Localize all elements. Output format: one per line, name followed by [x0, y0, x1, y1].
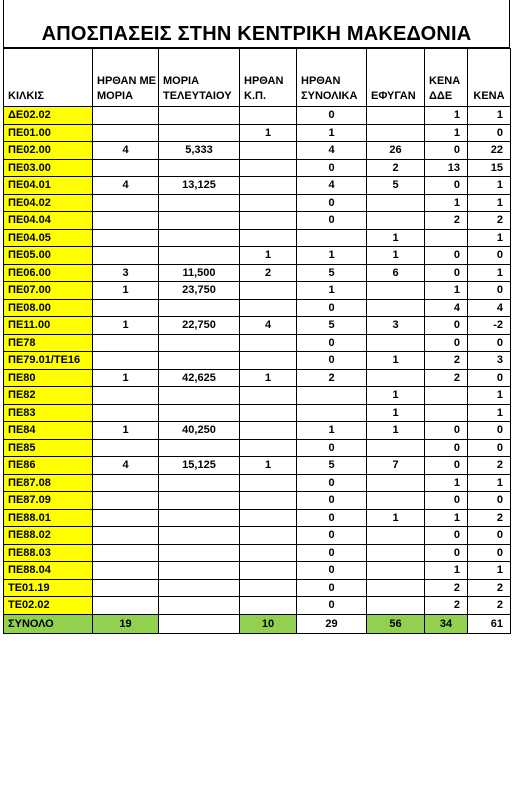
table-cell: 0 [425, 177, 468, 195]
table-cell: 2 [468, 579, 511, 597]
table-cell: 0 [297, 439, 367, 457]
title-cell [3, 0, 510, 48]
row-label-cell: ΠΕ06.00 [4, 264, 93, 282]
row-label-cell: ΠΕ88.01 [4, 509, 93, 527]
table-cell [240, 562, 297, 580]
table-cell [367, 439, 425, 457]
table-cell: 2 [468, 212, 511, 230]
table-cell: 0 [468, 527, 511, 545]
table-cell: 1 [468, 474, 511, 492]
table-cell: 1 [425, 194, 468, 212]
table-cell: 15,125 [159, 457, 240, 475]
table-cell [240, 282, 297, 300]
column-header: ΚΕΝΑ ΔΔΕ [425, 49, 468, 107]
row-label-cell: ΠΕ84 [4, 422, 93, 440]
row-label-cell: ΠΕ78 [4, 334, 93, 352]
table-cell: 1 [425, 124, 468, 142]
table-cell: 0 [297, 544, 367, 562]
table-cell [93, 597, 159, 615]
table-cell [367, 579, 425, 597]
table-cell [240, 404, 297, 422]
table-cell: 0 [425, 422, 468, 440]
table-cell [93, 352, 159, 370]
row-label-cell: ΠΕ04.02 [4, 194, 93, 212]
table-cell: 5 [297, 264, 367, 282]
table-cell: 1 [240, 369, 297, 387]
table-cell: 0 [297, 579, 367, 597]
table-cell: 1 [367, 229, 425, 247]
table-cell [93, 159, 159, 177]
table-cell [367, 282, 425, 300]
table-cell: 0 [425, 527, 468, 545]
table-cell [159, 562, 240, 580]
table-cell [240, 509, 297, 527]
column-header: ΗΡΘΑΝ ΜΕ ΜΟΡΙΑ [93, 49, 159, 107]
table-cell: 0 [297, 562, 367, 580]
table-cell [297, 229, 367, 247]
table-cell: 2 [468, 457, 511, 475]
table-row [4, 527, 511, 545]
table-cell [425, 229, 468, 247]
table-cell [159, 229, 240, 247]
total-cell: 56 [367, 614, 425, 633]
row-label-cell: ΠΕ87.09 [4, 492, 93, 510]
table-cell [240, 107, 297, 125]
row-label-cell: ΠΕ88.02 [4, 527, 93, 545]
table-cell [240, 527, 297, 545]
table-cell: 0 [468, 544, 511, 562]
table-cell [93, 124, 159, 142]
page-title: ΑΠΟΣΠΑΣΕΙΣ ΣΤΗΝ ΚΕΝΤΡΙΚΗ ΜΑΚΕΔΟΝΙΑ [41, 23, 472, 45]
table-cell [93, 544, 159, 562]
table-cell [240, 142, 297, 160]
table-row [4, 107, 511, 125]
table-cell [240, 544, 297, 562]
table-row [4, 579, 511, 597]
table-cell: 2 [297, 369, 367, 387]
table-cell: 0 [297, 334, 367, 352]
table-cell: 1 [367, 247, 425, 265]
table-row [4, 317, 511, 335]
table-cell: 4 [297, 142, 367, 160]
table-row [4, 264, 511, 282]
table-cell: 1 [93, 369, 159, 387]
table-cell [93, 247, 159, 265]
table-cell: 1 [93, 282, 159, 300]
table-cell [240, 422, 297, 440]
table-cell [425, 387, 468, 405]
row-label-cell: ΤΕ02.02 [4, 597, 93, 615]
table-cell [367, 107, 425, 125]
table-cell: 4 [93, 142, 159, 160]
row-label-cell: ΠΕ88.03 [4, 544, 93, 562]
table-cell [240, 439, 297, 457]
table-cell: 4 [297, 177, 367, 195]
total-cell: 10 [240, 614, 297, 633]
table-cell [240, 474, 297, 492]
table-cell: 0 [297, 107, 367, 125]
row-label-cell: ΠΕ79.01/ΤΕ16 [4, 352, 93, 370]
row-label-cell: ΤΕ01.19 [4, 579, 93, 597]
table-cell: 40,250 [159, 422, 240, 440]
table-cell: 2 [468, 509, 511, 527]
table-cell: 22 [468, 142, 511, 160]
row-label-cell: ΠΕ05.00 [4, 247, 93, 265]
table-row [4, 194, 511, 212]
total-cell [159, 614, 240, 633]
table-cell: 2 [425, 352, 468, 370]
table-cell [367, 597, 425, 615]
table-cell [240, 387, 297, 405]
table-cell [93, 387, 159, 405]
table-cell: 5 [367, 177, 425, 195]
table-cell: 1 [297, 282, 367, 300]
total-row [4, 614, 511, 633]
table-row [4, 474, 511, 492]
table-cell: 4 [468, 299, 511, 317]
table-cell [93, 492, 159, 510]
table-row [4, 457, 511, 475]
table-cell [367, 562, 425, 580]
table-cell [297, 387, 367, 405]
table-row [4, 597, 511, 615]
table-cell: 1 [468, 264, 511, 282]
table-cell [93, 229, 159, 247]
table-cell: 23,750 [159, 282, 240, 300]
column-header: ΗΡΘΑΝ Κ.Π. [240, 49, 297, 107]
table-cell [159, 159, 240, 177]
table-cell [240, 229, 297, 247]
table-row [4, 299, 511, 317]
table-cell [93, 194, 159, 212]
table-cell: 3 [93, 264, 159, 282]
table-cell [93, 212, 159, 230]
table-cell: 0 [468, 282, 511, 300]
table-cell: 1 [367, 509, 425, 527]
table-row [4, 142, 511, 160]
table-row [4, 229, 511, 247]
table-cell [93, 474, 159, 492]
table-row [4, 334, 511, 352]
row-label-cell: ΠΕ87.08 [4, 474, 93, 492]
table-cell [159, 194, 240, 212]
table-cell: 5,333 [159, 142, 240, 160]
table-cell [93, 562, 159, 580]
table-cell [240, 352, 297, 370]
table-cell: 1 [240, 247, 297, 265]
table-cell [159, 544, 240, 562]
row-label-cell: ΠΕ04.04 [4, 212, 93, 230]
table-row [4, 492, 511, 510]
table-body [4, 107, 511, 634]
total-cell: 29 [297, 614, 367, 633]
table-cell: 4 [425, 299, 468, 317]
table-cell [159, 404, 240, 422]
total-cell: 61 [468, 614, 511, 633]
table-cell: 1 [425, 107, 468, 125]
row-label-cell: ΠΕ01.00 [4, 124, 93, 142]
table-cell: 1 [468, 177, 511, 195]
table-cell [367, 527, 425, 545]
table-cell [367, 124, 425, 142]
table-row [4, 212, 511, 230]
table-row [4, 544, 511, 562]
row-label-cell: ΠΕ86 [4, 457, 93, 475]
table-cell [240, 177, 297, 195]
table-cell [159, 492, 240, 510]
table-cell [425, 404, 468, 422]
table-cell [240, 334, 297, 352]
table-cell [93, 404, 159, 422]
table-cell: 4 [93, 457, 159, 475]
table-cell: 0 [425, 247, 468, 265]
table-cell: 0 [425, 439, 468, 457]
table-cell [367, 474, 425, 492]
table-cell [240, 159, 297, 177]
table-cell: 0 [468, 247, 511, 265]
table-cell [367, 544, 425, 562]
table-row [4, 369, 511, 387]
table-cell: 7 [367, 457, 425, 475]
table-cell: 1 [297, 124, 367, 142]
table-cell: 5 [297, 317, 367, 335]
table-cell [367, 334, 425, 352]
table-cell [93, 439, 159, 457]
row-label-cell: ΠΕ11.00 [4, 317, 93, 335]
table-cell: 2 [425, 212, 468, 230]
total-label-cell: ΣΥΝΟΛΟ [4, 614, 93, 633]
table-cell: 0 [297, 212, 367, 230]
table-cell: 1 [93, 317, 159, 335]
table-cell [159, 107, 240, 125]
table-cell: 4 [240, 317, 297, 335]
table-cell [159, 474, 240, 492]
table-cell: 1 [468, 387, 511, 405]
table-cell: 1 [468, 404, 511, 422]
table-cell [159, 579, 240, 597]
table-cell: 11,500 [159, 264, 240, 282]
table-cell: 2 [425, 369, 468, 387]
table-cell: 0 [425, 492, 468, 510]
row-label-cell: ΠΕ04.05 [4, 229, 93, 247]
table-cell: 0 [468, 369, 511, 387]
table-cell: 0 [468, 492, 511, 510]
table-cell [367, 194, 425, 212]
table-row [4, 159, 511, 177]
table-cell [159, 527, 240, 545]
table-cell: 2 [240, 264, 297, 282]
table-cell: 1 [297, 247, 367, 265]
table-cell: 13,125 [159, 177, 240, 195]
table-cell [159, 387, 240, 405]
table-cell [159, 124, 240, 142]
table-cell [93, 334, 159, 352]
table-cell: 2 [468, 597, 511, 615]
table-row [4, 404, 511, 422]
table-cell [159, 299, 240, 317]
row-label-cell: ΠΕ83 [4, 404, 93, 422]
row-label-cell: ΠΕ80 [4, 369, 93, 387]
table-cell: 0 [297, 352, 367, 370]
table-cell: 5 [297, 457, 367, 475]
table-cell: 0 [425, 457, 468, 475]
table-row [4, 247, 511, 265]
table-cell: 0 [297, 159, 367, 177]
spreadsheet [3, 0, 510, 634]
table-cell [159, 247, 240, 265]
table-cell: 0 [297, 527, 367, 545]
table-row [4, 422, 511, 440]
table-cell [93, 107, 159, 125]
table-cell: 15 [468, 159, 511, 177]
table-cell: 3 [367, 317, 425, 335]
row-label-cell: ΠΕ85 [4, 439, 93, 457]
table-cell: 6 [367, 264, 425, 282]
table-cell [240, 194, 297, 212]
table-cell [240, 579, 297, 597]
table-cell [159, 597, 240, 615]
table-cell: 0 [468, 422, 511, 440]
total-cell: 34 [425, 614, 468, 633]
data-table [3, 48, 511, 634]
table-cell: 0 [297, 299, 367, 317]
table-cell: -2 [468, 317, 511, 335]
table-cell: 1 [367, 352, 425, 370]
table-cell [367, 492, 425, 510]
table-cell: 1 [367, 422, 425, 440]
row-label-cell: ΠΕ07.00 [4, 282, 93, 300]
table-cell [240, 597, 297, 615]
table-cell: 0 [297, 597, 367, 615]
table-cell: 3 [468, 352, 511, 370]
table-cell: 1 [468, 229, 511, 247]
table-cell [240, 492, 297, 510]
table-row [4, 124, 511, 142]
table-cell [297, 404, 367, 422]
table-cell: 0 [468, 124, 511, 142]
table-cell: 0 [297, 194, 367, 212]
table-row [4, 562, 511, 580]
row-label-cell: ΠΕ08.00 [4, 299, 93, 317]
table-cell: 1 [93, 422, 159, 440]
table-cell: 2 [367, 159, 425, 177]
table-cell: 1 [367, 387, 425, 405]
table-cell: 0 [425, 334, 468, 352]
table-cell: 1 [297, 422, 367, 440]
table-cell: 26 [367, 142, 425, 160]
table-row [4, 439, 511, 457]
row-label-cell: ΔΕ02.02 [4, 107, 93, 125]
table-cell: 1 [367, 404, 425, 422]
table-cell [367, 299, 425, 317]
table-cell: 0 [468, 334, 511, 352]
table-cell: 1 [468, 562, 511, 580]
table-cell: 2 [425, 579, 468, 597]
table-cell: 0 [425, 544, 468, 562]
table-cell: 1 [425, 562, 468, 580]
table-cell [159, 439, 240, 457]
table-cell: 0 [297, 474, 367, 492]
table-cell: 1 [240, 457, 297, 475]
table-row [4, 509, 511, 527]
table-row [4, 282, 511, 300]
table-cell [159, 334, 240, 352]
table-cell [367, 369, 425, 387]
table-cell [159, 352, 240, 370]
row-label-cell: ΠΕ02.00 [4, 142, 93, 160]
table-cell [93, 509, 159, 527]
table-cell [93, 527, 159, 545]
table-cell: 2 [425, 597, 468, 615]
table-cell: 0 [468, 439, 511, 457]
table-cell [93, 299, 159, 317]
column-header: ΗΡΘΑΝ ΣΥΝΟΛΙΚΑ [297, 49, 367, 107]
table-cell: 13 [425, 159, 468, 177]
table-cell [159, 509, 240, 527]
row-label-cell: ΠΕ82 [4, 387, 93, 405]
column-header: ΚΕΝΑ [468, 49, 511, 107]
table-cell [240, 212, 297, 230]
table-cell: 1 [425, 509, 468, 527]
table-cell: 1 [240, 124, 297, 142]
column-header: ΕΦΥΓΑΝ [367, 49, 425, 107]
column-header: ΜΟΡΙΑ ΤΕΛΕΥΤΑΙΟΥ [159, 49, 240, 107]
table-cell: 1 [468, 194, 511, 212]
table-cell: 42,625 [159, 369, 240, 387]
total-cell: 19 [93, 614, 159, 633]
table-cell: 1 [425, 282, 468, 300]
table-cell: 0 [425, 142, 468, 160]
table-row [4, 387, 511, 405]
table-cell: 0 [425, 317, 468, 335]
row-label-cell: ΠΕ04.01 [4, 177, 93, 195]
row-label-cell: ΠΕ88.04 [4, 562, 93, 580]
table-cell: 22,750 [159, 317, 240, 335]
row-label-cell: ΠΕ03.00 [4, 159, 93, 177]
table-cell: 1 [425, 474, 468, 492]
table-cell: 0 [297, 492, 367, 510]
table-cell [93, 579, 159, 597]
table-cell [159, 212, 240, 230]
table-cell: 4 [93, 177, 159, 195]
table-cell: 1 [468, 107, 511, 125]
table-cell [367, 212, 425, 230]
header-row [4, 49, 511, 107]
table-row [4, 177, 511, 195]
table-cell: 0 [425, 264, 468, 282]
column-header: ΚΙΛΚΙΣ [4, 49, 93, 107]
table-cell: 0 [297, 509, 367, 527]
table-row [4, 352, 511, 370]
table-cell [240, 299, 297, 317]
